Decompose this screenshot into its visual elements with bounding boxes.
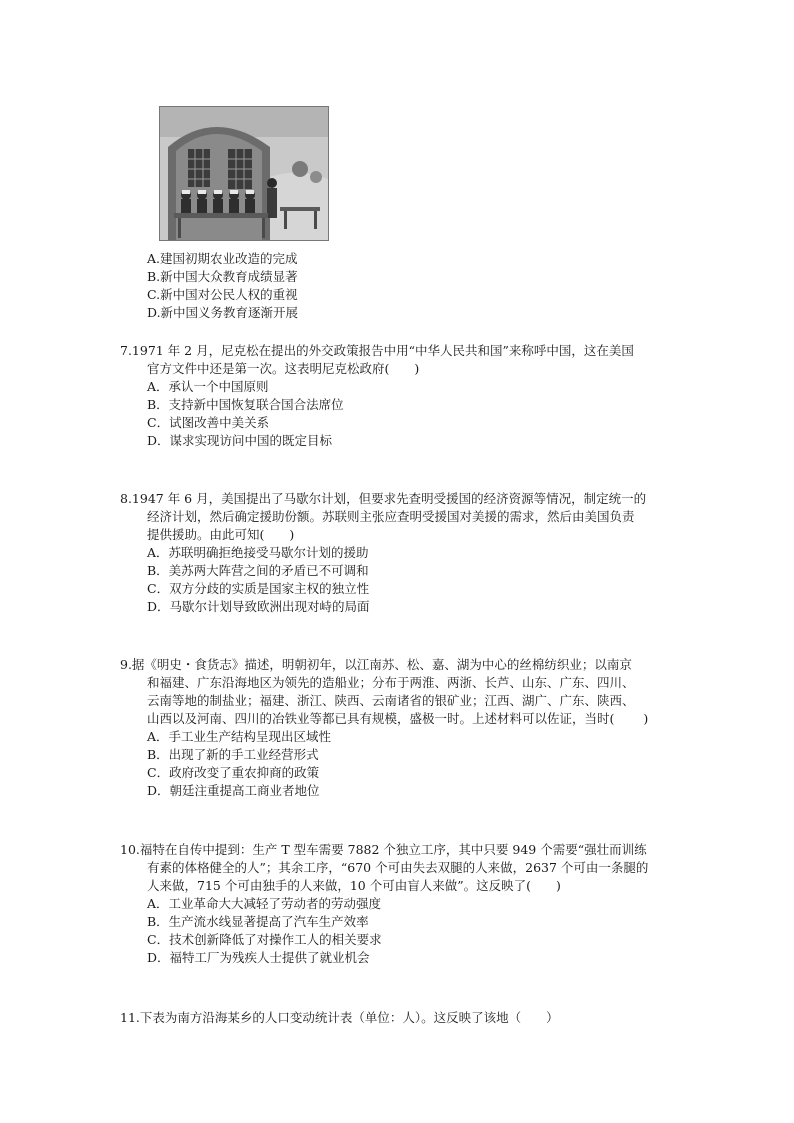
q8-option-c[interactable]: C．双方分歧的实质是国家主权的独立性 — [147, 581, 370, 596]
q7-option-d[interactable]: D．谋求实现访问中国的既定目标 — [147, 433, 333, 448]
q8-stem-line-2: 经济计划，然后确定援助份额。苏联则主张应查明受援国对美援的需求，然后由美国负责 — [147, 509, 635, 524]
q8-stem-line-3: 提供援助。由此可知( ) — [147, 527, 295, 542]
q7-option-a[interactable]: A．承认一个中国原则 — [147, 379, 269, 394]
q10-stem-line-1: 10.福特在自传中提到：生产 T 型车需要 7882 个独立工序，其中只要 949 个需要“强壮而训练 — [120, 842, 647, 857]
q10-option-d[interactable]: D．福特工厂为残疾人士提供了就业机会 — [147, 950, 370, 965]
q7-option-c[interactable]: C．试图改善中美关系 — [147, 415, 270, 430]
q10-stem-line-3: 人来做，715 个可由独手的人来做，10 个可由盲人来做”。这反映了( ) — [147, 878, 561, 893]
photo-illustration — [160, 107, 328, 240]
q9-stem-line-4: 山西以及河南、四川的冶铁业等都已具有规模，盛极一时。上述材料可以佐证，当时( ) — [147, 711, 649, 726]
q9-stem-line-2: 和福建、广东沿海地区为领先的造船业；分布于两淮、两浙、长芦、山东、广东、四川、 — [147, 675, 635, 690]
q8-option-b[interactable]: B．美苏两大阵营之间的矛盾已不可调和 — [147, 563, 369, 578]
q8-option-d[interactable]: D．马歇尔计划导致欧洲出现对峙的局面 — [147, 599, 370, 614]
q9-stem-line-1: 9.据《明史・食货志》描述，明朝初年，以江南苏、松、嘉、湖为中心的丝棉纺织业；以南京 — [120, 657, 632, 672]
q9-option-b[interactable]: B．出现了新的手工业经营形式 — [147, 747, 319, 762]
q7-option-b[interactable]: B．支持新中国恢复联合国合法席位 — [147, 397, 344, 412]
q11-stem-line-1: 11.下表为南方沿海某乡的人口变动统计表（单位：人）。这反映了该地（ ） — [120, 1010, 559, 1025]
q6-option-a[interactable]: A.建国初期农业改造的完成 — [147, 251, 298, 266]
q9-option-c[interactable]: C．政府改变了重农抑商的政策 — [147, 765, 320, 780]
q8-stem-line-1: 8.1947 年 6 月，美国提出了马歇尔计划，但要求先查明受援国的经济资源等情况，制定统一的 — [120, 491, 647, 506]
q6-option-c[interactable]: C.新中国对公民人权的重视 — [147, 287, 298, 302]
q10-option-a[interactable]: A．工业革命大大减轻了劳动者的劳动强度 — [147, 896, 382, 911]
q7-stem-line-1: 7.1971 年 2 月，尼克松在提出的外交政策报告中用“中华人民共和国”来称呼中国，这在美国 — [120, 343, 634, 358]
q9-stem-line-3: 云南等地的制盐业；福建、浙江、陕西、云南诸省的银矿业；江西、湖广、广东、陕西、 — [147, 693, 635, 708]
q9-option-a[interactable]: A．手工业生产结构呈现出区域性 — [147, 729, 332, 744]
q7-stem-line-2: 官方文件中还是第一次。这表明尼克松政府( ) — [147, 361, 420, 376]
q6-option-d[interactable]: D.新中国义务教育逐渐开展 — [147, 305, 299, 320]
q10-stem-line-2: 有素的体格健全的人”；其余工序，“670 个可由失去双腿的人来做，2637 个可由一条腿的 — [147, 860, 649, 875]
q8-option-a[interactable]: A．苏联明确拒绝接受马歇尔计划的援助 — [147, 545, 369, 560]
q10-option-b[interactable]: B．生产流水线显著提高了汽车生产效率 — [147, 914, 369, 929]
historical-photo-classroom — [159, 106, 329, 241]
q9-option-d[interactable]: D．朝廷注重提高工商业者地位 — [147, 783, 320, 798]
q6-option-b[interactable]: B.新中国大众教育成绩显著 — [147, 269, 298, 284]
q10-option-c[interactable]: C．技术创新降低了对操作工人的相关要求 — [147, 932, 382, 947]
